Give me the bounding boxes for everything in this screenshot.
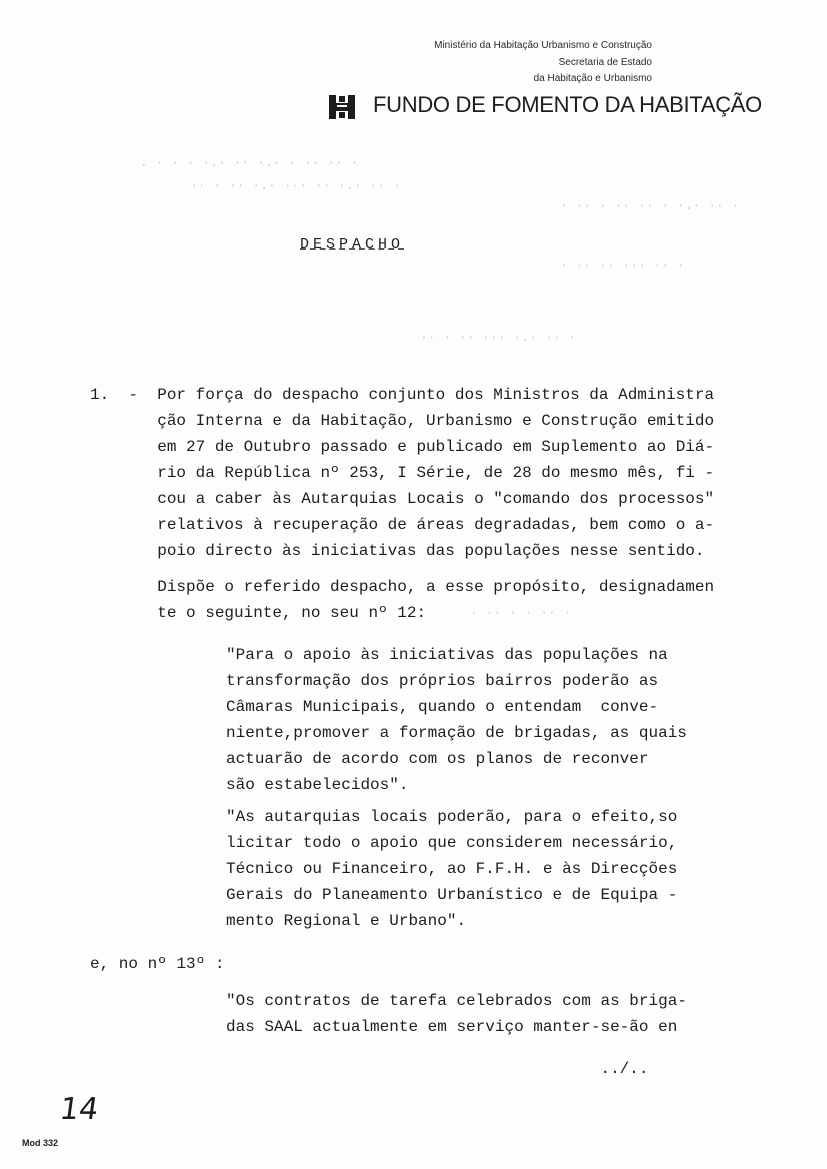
page-number: 14 bbox=[57, 1092, 101, 1127]
bleed-through: ·· · ·· ··· ·.· ·· · bbox=[420, 330, 577, 345]
quote-line: "Os contratos de tarefa celebrados com as briga- bbox=[130, 992, 687, 1010]
quote-line: Gerais do Planeamento Urbanístico e de Equipa - bbox=[130, 886, 678, 904]
body-line: 1. - Por força do despacho conjunto dos Ministros da Administra bbox=[90, 386, 715, 404]
quote-line: niente,promover a formação de brigadas, as quais bbox=[130, 724, 687, 742]
bleed-through: · ·· · · ·· · bbox=[470, 605, 572, 620]
continuation-mark: ../.. bbox=[130, 1060, 649, 1078]
quote-line: Câmaras Municipais, quando o entendam conve- bbox=[130, 698, 659, 716]
body-line: rio da República nº 253, I Série, de 28 do mesmo mês, fi - bbox=[90, 464, 715, 482]
quote-line: transformação dos próprios bairros poderão as bbox=[130, 672, 659, 690]
ministry-line: Ministério da Habitação Urbanismo e Construção bbox=[434, 40, 652, 51]
body-line: e, no nº 13º : bbox=[90, 955, 225, 973]
quote-line: são estabelecidos". bbox=[130, 776, 409, 794]
quote-line: das SAAL actualmente em serviço manter-se-ão en bbox=[130, 1018, 678, 1036]
quote-line: actuarão de acordo com os planos de reconver bbox=[130, 750, 649, 768]
bleed-through: . · · · ·.· ·· ·.· · ·· ·· · bbox=[140, 155, 359, 170]
secretary-line-1: Secretaria de Estado bbox=[558, 57, 652, 68]
body-line: relativos à recuperação de áreas degradadas, bem como o a- bbox=[90, 516, 715, 534]
bleed-through: ·· · ·· ·.· ··· ·· ·.· ·· · bbox=[190, 178, 401, 193]
quote-line: licitar todo o apoio que considerem necessário, bbox=[130, 834, 678, 852]
body-line: poio directo às iniciativas das populações nesse sentido. bbox=[90, 542, 705, 560]
body-line: Dispõe o referido despacho, a esse propósito, designadamen bbox=[90, 578, 715, 596]
quote-line: Técnico ou Financeiro, ao F.F.H. e às Direcções bbox=[130, 860, 678, 878]
body-line: em 27 de Outubro passado e publicado em Suplemento ao Diá- bbox=[90, 438, 715, 456]
bleed-through: · ·· ·· ··· ·· · bbox=[560, 258, 685, 273]
body-line: te o seguinte, no seu nº 12: bbox=[90, 604, 427, 622]
form-code: Mod 332 bbox=[22, 1138, 59, 1148]
fund-logo-icon bbox=[327, 93, 357, 121]
quote-line: "Para o apoio às iniciativas das populações na bbox=[130, 646, 668, 664]
body-line: ção Interna e da Habitação, Urbanismo e Construção emitido bbox=[90, 412, 715, 430]
bleed-through: · ·· · ·· ·· · ·.· ·· · bbox=[560, 198, 740, 213]
secretary-line-2: da Habitação e Urbanismo bbox=[533, 73, 652, 84]
body-line: cou a caber às Autarquias Locais o "comando dos processos" bbox=[90, 490, 715, 508]
quote-line: "As autarquias locais poderão, para o efeito,so bbox=[130, 808, 678, 826]
document-title: DESPACHO bbox=[300, 236, 405, 253]
fund-name: FUNDO DE FOMENTO DA HABITAÇÃO bbox=[373, 92, 762, 117]
quote-line: mento Regional e Urbano". bbox=[130, 912, 467, 930]
